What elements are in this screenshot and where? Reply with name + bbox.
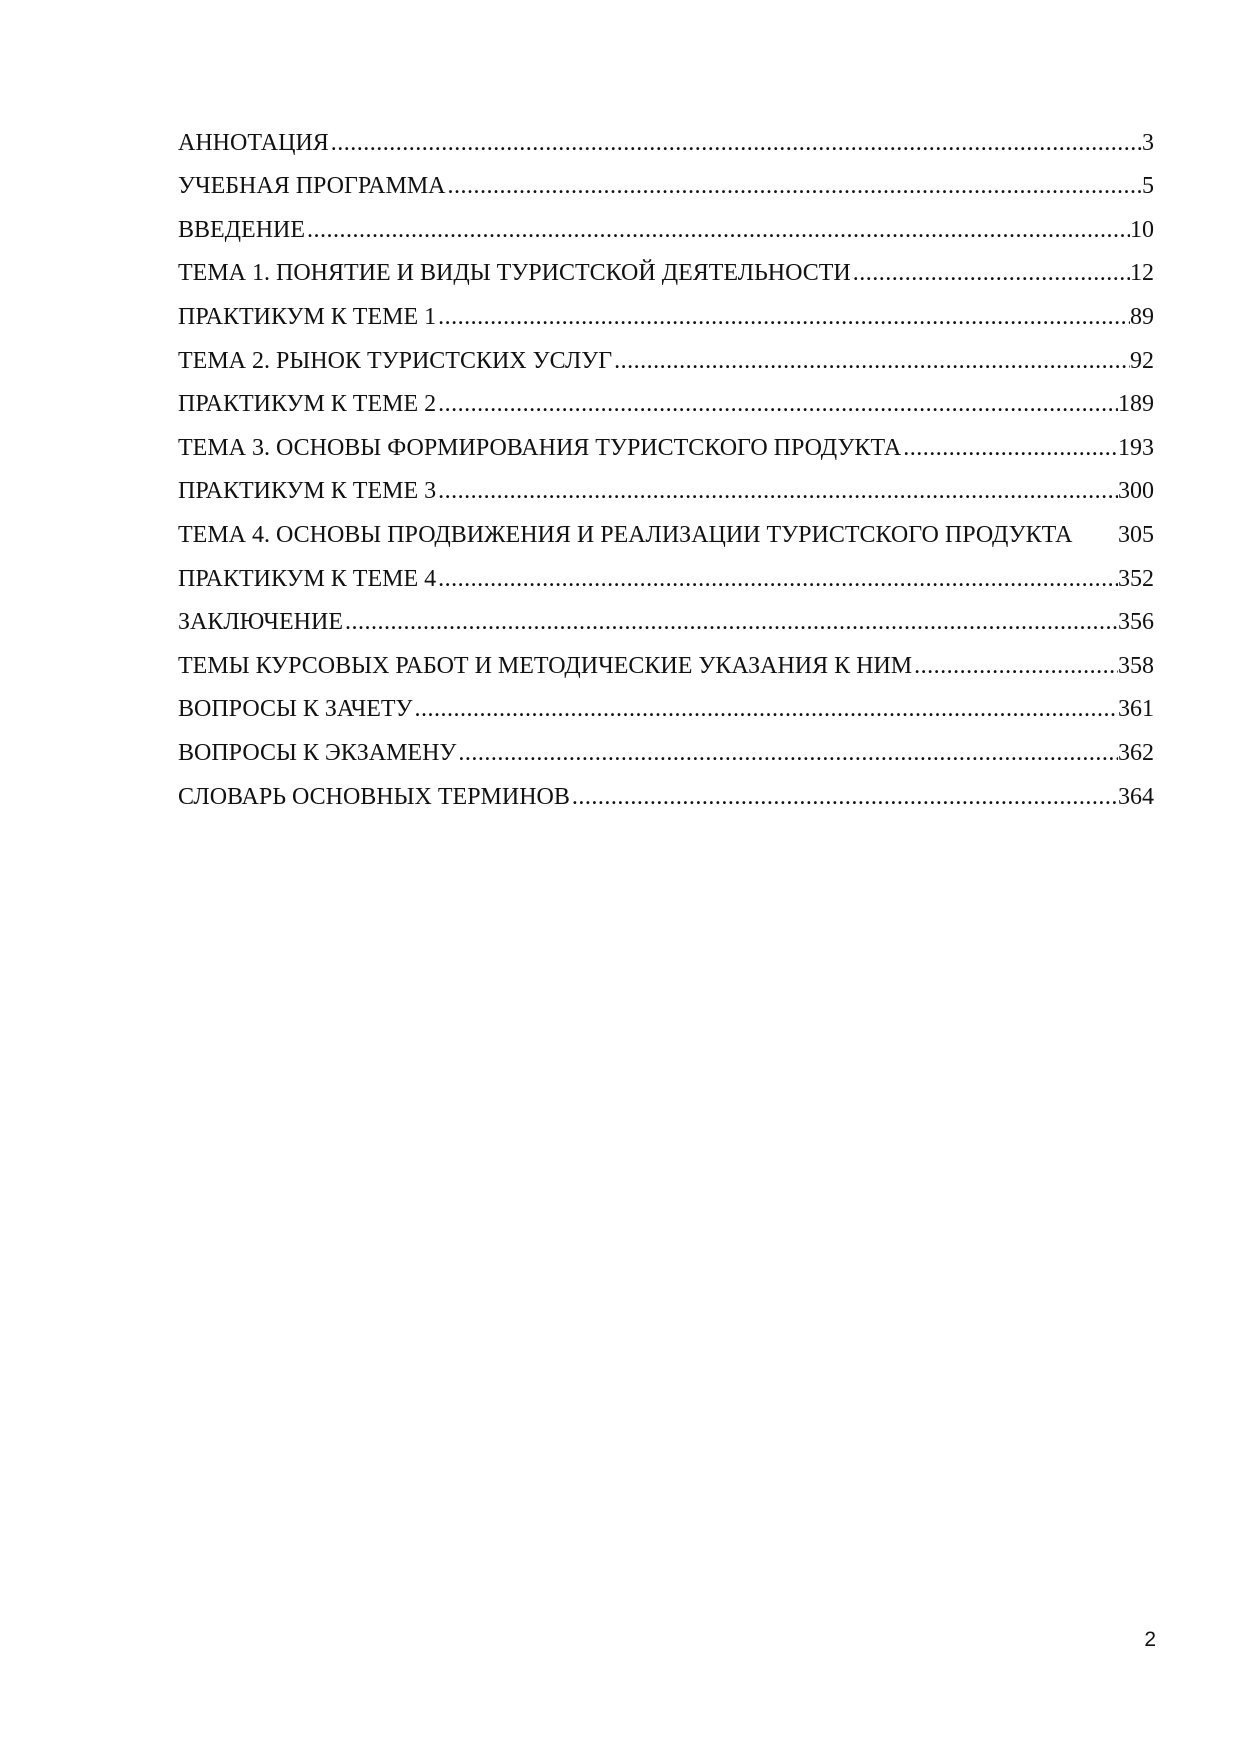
toc-entry-title: АННОТАЦИЯ — [178, 129, 329, 156]
toc-entry-page: 189 — [1118, 391, 1154, 418]
toc-entry-credit-questions[interactable] — [178, 680, 1154, 724]
toc-entry-practicum-3[interactable] — [178, 462, 1154, 506]
toc-entry-title: СЛОВАРЬ ОСНОВНЫХ ТЕРМИНОВ — [178, 783, 570, 810]
toc-entry-page: 5 — [1142, 173, 1154, 200]
dot-leader — [331, 129, 1142, 157]
dot-leader — [572, 783, 1118, 811]
table-of-contents — [178, 113, 1154, 811]
dot-leader — [448, 172, 1142, 200]
toc-entry-introduction[interactable] — [178, 200, 1154, 244]
toc-entry-page: 358 — [1118, 652, 1154, 679]
toc-entry-topic-3[interactable] — [178, 418, 1154, 462]
toc-entry-title: ПРАКТИКУМ К ТЕМЕ 2 — [178, 391, 437, 418]
dot-leader — [307, 216, 1130, 244]
dot-leader — [614, 347, 1130, 375]
toc-entry-page: 305 — [1118, 521, 1154, 548]
toc-entry-conclusion[interactable] — [178, 593, 1154, 637]
toc-entry-topic-4[interactable] — [178, 505, 1154, 549]
toc-entry-page: 364 — [1118, 783, 1154, 810]
dot-leader — [438, 390, 1118, 418]
dot-leader — [903, 434, 1118, 462]
toc-entry-title: ТЕМА 2. РЫНОК ТУРИСТСКИХ УСЛУГ — [178, 347, 613, 374]
toc-entry-title: ВОПРОСЫ К ЭКЗАМЕНУ — [178, 739, 457, 766]
toc-entry-title: ЗАКЛЮЧЕНИЕ — [178, 609, 343, 636]
toc-entry-glossary[interactable] — [178, 767, 1154, 811]
dot-leader — [438, 303, 1130, 331]
toc-entry-practicum-2[interactable] — [178, 375, 1154, 419]
toc-entry-page: 193 — [1118, 434, 1154, 461]
dot-leader — [438, 565, 1118, 593]
toc-entry-title: ТЕМА 3. ОСНОВЫ ФОРМИРОВАНИЯ ТУРИСТСКОГО ПРОДУКТА — [178, 434, 902, 461]
toc-entry-title: УЧЕБНАЯ ПРОГРАММА — [178, 173, 446, 200]
toc-entry-practicum-4[interactable] — [178, 549, 1154, 593]
toc-entry-title: ТЕМЫ КУРСОВЫХ РАБОТ И МЕТОДИЧЕСКИЕ УКАЗАНИЯ К НИМ — [178, 652, 913, 679]
toc-entry-annotation[interactable] — [178, 113, 1154, 157]
toc-entry-page: 352 — [1118, 565, 1154, 592]
toc-entry-coursework-topics[interactable] — [178, 636, 1154, 680]
toc-entry-title: ТЕМА 1. ПОНЯТИЕ И ВИДЫ ТУРИСТСКОЙ ДЕЯТЕЛЬНОСТИ — [178, 260, 851, 287]
toc-entry-title: ВОПРОСЫ К ЗАЧЕТУ — [178, 696, 413, 723]
dot-leader — [438, 477, 1118, 505]
toc-entry-page: 3 — [1142, 129, 1154, 156]
toc-entry-exam-questions[interactable] — [178, 723, 1154, 767]
toc-entry-topic-2[interactable] — [178, 331, 1154, 375]
toc-entry-curriculum[interactable] — [178, 157, 1154, 201]
toc-entry-topic-1[interactable] — [178, 244, 1154, 288]
toc-entry-title: ПРАКТИКУМ К ТЕМЕ 1 — [178, 303, 437, 330]
dot-leader — [415, 695, 1118, 723]
toc-entry-practicum-1[interactable] — [178, 287, 1154, 331]
toc-entry-title: ТЕМА 4. ОСНОВЫ ПРОДВИЖЕНИЯ И РЕАЛИЗАЦИИ ТУРИСТСКОГО ПРОДУКТА — [178, 521, 1073, 548]
dot-leader — [853, 259, 1130, 287]
toc-entry-title: ВВЕДЕНИЕ — [178, 216, 306, 243]
toc-entry-page: 356 — [1118, 609, 1154, 636]
toc-entry-title: ПРАКТИКУМ К ТЕМЕ 4 — [178, 565, 437, 592]
toc-entry-page: 12 — [1130, 260, 1154, 287]
dot-leader — [345, 608, 1118, 636]
toc-entry-title: ПРАКТИКУМ К ТЕМЕ 3 — [178, 478, 437, 505]
toc-entry-page: 92 — [1130, 347, 1154, 374]
toc-entry-page: 10 — [1130, 216, 1154, 243]
toc-entry-page: 361 — [1118, 696, 1154, 723]
toc-entry-page: 89 — [1130, 303, 1154, 330]
dot-leader — [458, 739, 1118, 767]
toc-entry-page: 300 — [1118, 478, 1154, 505]
page-number: 2 — [1144, 1628, 1156, 1651]
toc-entry-page: 362 — [1118, 739, 1154, 766]
dot-leader — [914, 652, 1118, 680]
